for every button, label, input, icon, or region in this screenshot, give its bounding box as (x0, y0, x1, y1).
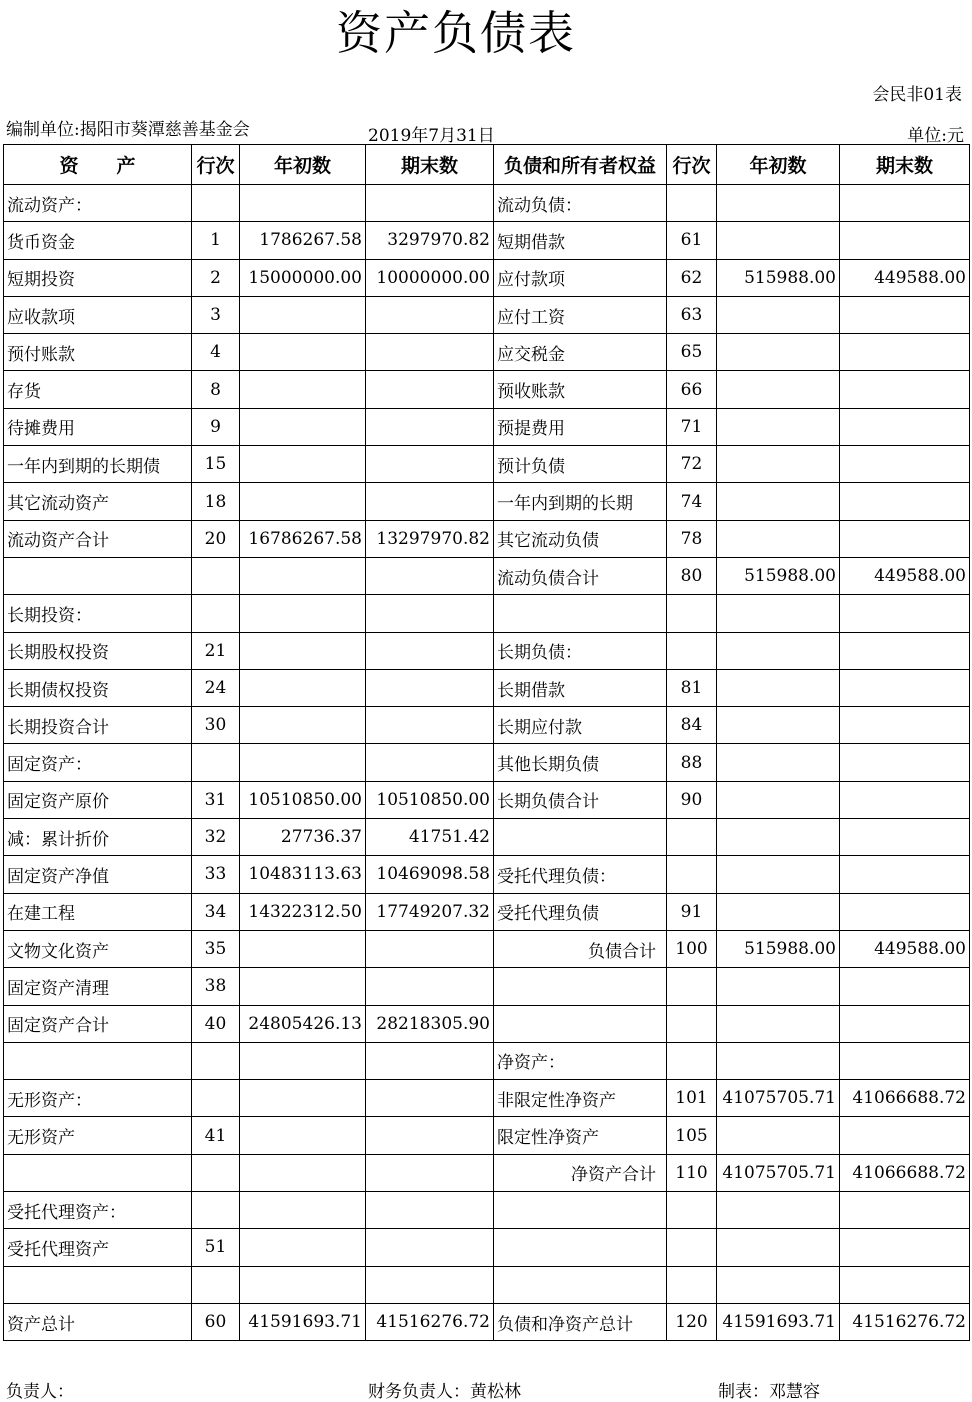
liability-line-no (667, 632, 717, 669)
liability-name: 受托代理负债： (494, 856, 667, 893)
table-row (4, 781, 970, 818)
asset-end-balance (366, 1266, 494, 1303)
asset-line-no (192, 1154, 240, 1191)
asset-name: 一年内到期的长期债 (4, 446, 192, 483)
asset-begin-balance: 10483113.63 (240, 856, 366, 893)
liability-end-balance (840, 296, 970, 333)
asset-end-balance (366, 334, 494, 371)
liability-name (494, 819, 667, 856)
liability-end-balance: 41066688.72 (840, 1080, 970, 1117)
liability-end-balance (840, 856, 970, 893)
liability-begin-balance (717, 222, 840, 259)
asset-line-no: 4 (192, 334, 240, 371)
liability-line-no: 66 (667, 371, 717, 408)
asset-line-no: 60 (192, 1303, 240, 1340)
asset-name (4, 557, 192, 594)
asset-begin-balance (240, 334, 366, 371)
asset-end-balance (366, 408, 494, 445)
liability-name (494, 1005, 667, 1042)
liability-end-balance: 449588.00 (840, 557, 970, 594)
asset-name: 货币资金 (4, 222, 192, 259)
table-row (4, 1192, 970, 1229)
column-header-asset-line-no: 行次 (192, 145, 240, 185)
liability-end-balance (840, 669, 970, 706)
liability-end-balance (840, 1005, 970, 1042)
liability-end-balance (840, 819, 970, 856)
liability-end-balance (840, 185, 970, 222)
asset-begin-balance (240, 930, 366, 967)
liability-name: 应付款项 (494, 259, 667, 296)
asset-end-balance (366, 968, 494, 1005)
asset-end-balance (366, 669, 494, 706)
liability-begin-balance (717, 669, 840, 706)
liability-name: 流动负债： (494, 185, 667, 222)
asset-end-balance: 41516276.72 (366, 1303, 494, 1340)
liability-name: 非限定性净资产 (494, 1080, 667, 1117)
liability-line-no (667, 819, 717, 856)
liability-begin-balance: 41075705.71 (717, 1080, 840, 1117)
table-row (4, 1117, 970, 1154)
table-row (4, 1080, 970, 1117)
asset-line-no: 34 (192, 893, 240, 930)
asset-name: 减：累计折价 (4, 819, 192, 856)
liability-name: 流动负债合计 (494, 557, 667, 594)
liability-name (494, 1192, 667, 1229)
liability-line-no: 72 (667, 446, 717, 483)
liability-begin-balance (717, 1192, 840, 1229)
asset-begin-balance (240, 1229, 366, 1266)
asset-name (4, 1154, 192, 1191)
asset-line-no (192, 1266, 240, 1303)
liability-end-balance (840, 707, 970, 744)
asset-end-balance (366, 595, 494, 632)
liability-begin-balance (717, 632, 840, 669)
footer-finance-officer: 财务负责人：黄松林 (368, 1382, 521, 1402)
asset-line-no (192, 557, 240, 594)
report-title: 资产负债表 (336, 6, 576, 60)
asset-line-no: 30 (192, 707, 240, 744)
liability-line-no: 88 (667, 744, 717, 781)
asset-name: 无形资产 (4, 1117, 192, 1154)
liability-begin-balance (717, 1005, 840, 1042)
liability-line-no (667, 1192, 717, 1229)
asset-line-no: 35 (192, 930, 240, 967)
asset-begin-balance (240, 632, 366, 669)
asset-name (4, 1042, 192, 1079)
asset-line-no: 41 (192, 1117, 240, 1154)
liability-name: 长期应付款 (494, 707, 667, 744)
asset-end-balance (366, 632, 494, 669)
liability-name: 负债和净资产总计 (494, 1303, 667, 1340)
asset-name: 长期投资合计 (4, 707, 192, 744)
liability-end-balance: 449588.00 (840, 930, 970, 967)
liability-name: 预计负债 (494, 446, 667, 483)
asset-end-balance (366, 557, 494, 594)
table-row (4, 707, 970, 744)
liability-line-no (667, 1005, 717, 1042)
liability-begin-balance (717, 893, 840, 930)
liability-begin-balance: 515988.00 (717, 930, 840, 967)
liability-end-balance (840, 1266, 970, 1303)
liability-begin-balance (717, 781, 840, 818)
asset-name: 流动资产合计 (4, 520, 192, 557)
asset-name: 预付账款 (4, 334, 192, 371)
asset-begin-balance (240, 707, 366, 744)
table-row (4, 1229, 970, 1266)
liability-line-no: 105 (667, 1117, 717, 1154)
asset-end-balance: 13297970.82 (366, 520, 494, 557)
asset-name: 固定资产净值 (4, 856, 192, 893)
liability-name (494, 595, 667, 632)
liability-line-no: 120 (667, 1303, 717, 1340)
liability-line-no: 81 (667, 669, 717, 706)
table-row (4, 296, 970, 333)
liability-line-no: 84 (667, 707, 717, 744)
asset-name: 固定资产原价 (4, 781, 192, 818)
asset-begin-balance (240, 1117, 366, 1154)
asset-begin-balance (240, 1042, 366, 1079)
liability-line-no (667, 1229, 717, 1266)
asset-line-no: 38 (192, 968, 240, 1005)
liability-end-balance: 41516276.72 (840, 1303, 970, 1340)
liability-name (494, 1266, 667, 1303)
asset-begin-balance (240, 595, 366, 632)
asset-end-balance (366, 1192, 494, 1229)
liability-begin-balance (717, 856, 840, 893)
asset-begin-balance (240, 968, 366, 1005)
asset-name: 存货 (4, 371, 192, 408)
liability-name: 净资产： (494, 1042, 667, 1079)
asset-name: 长期债权投资 (4, 669, 192, 706)
liability-end-balance (840, 408, 970, 445)
liability-name: 短期借款 (494, 222, 667, 259)
asset-end-balance: 10469098.58 (366, 856, 494, 893)
liability-line-no: 78 (667, 520, 717, 557)
liability-end-balance (840, 520, 970, 557)
asset-line-no: 21 (192, 632, 240, 669)
table-header-row (4, 145, 970, 185)
asset-end-balance (366, 1117, 494, 1154)
liability-name: 负债合计 (494, 930, 667, 967)
liability-name: 预提费用 (494, 408, 667, 445)
asset-name (4, 1266, 192, 1303)
liability-name: 其他长期负债 (494, 744, 667, 781)
asset-line-no: 15 (192, 446, 240, 483)
asset-line-no (192, 185, 240, 222)
asset-begin-balance (240, 296, 366, 333)
asset-begin-balance: 10510850.00 (240, 781, 366, 818)
asset-end-balance (366, 446, 494, 483)
asset-end-balance (366, 185, 494, 222)
asset-end-balance (366, 744, 494, 781)
asset-name: 短期投资 (4, 259, 192, 296)
asset-begin-balance (240, 1266, 366, 1303)
liability-end-balance (840, 334, 970, 371)
asset-begin-balance (240, 371, 366, 408)
liability-begin-balance (717, 707, 840, 744)
asset-line-no: 40 (192, 1005, 240, 1042)
liability-end-balance (840, 1042, 970, 1079)
table-row (4, 557, 970, 594)
liability-line-no: 90 (667, 781, 717, 818)
table-row (4, 595, 970, 632)
asset-begin-balance (240, 446, 366, 483)
asset-line-no (192, 1080, 240, 1117)
column-header-asset-end-balance: 期末数 (366, 145, 494, 185)
asset-name: 在建工程 (4, 893, 192, 930)
column-header-asset-begin-balance: 年初数 (240, 145, 366, 185)
organization-label: 编制单位:揭阳市葵潭慈善基金会 (6, 120, 250, 140)
liability-end-balance (840, 1192, 970, 1229)
asset-name: 资产总计 (4, 1303, 192, 1340)
table-row (4, 1042, 970, 1079)
asset-begin-balance: 27736.37 (240, 819, 366, 856)
liability-begin-balance (717, 968, 840, 1005)
liability-begin-balance (717, 1229, 840, 1266)
form-number: 会民非01表 (872, 85, 962, 105)
report-date: 2019年7月31日 (368, 126, 495, 146)
asset-end-balance (366, 707, 494, 744)
asset-line-no: 24 (192, 669, 240, 706)
asset-begin-balance (240, 483, 366, 520)
liability-line-no: 71 (667, 408, 717, 445)
liability-line-no: 101 (667, 1080, 717, 1117)
asset-end-balance (366, 1080, 494, 1117)
liability-end-balance (840, 1229, 970, 1266)
table-row (4, 334, 970, 371)
asset-name: 待摊费用 (4, 408, 192, 445)
liability-end-balance (840, 446, 970, 483)
table-row (4, 1303, 970, 1340)
liability-end-balance (840, 222, 970, 259)
liability-line-no: 91 (667, 893, 717, 930)
liability-begin-balance (717, 744, 840, 781)
asset-line-no (192, 595, 240, 632)
table-row (4, 893, 970, 930)
asset-begin-balance (240, 185, 366, 222)
column-header-asset-name: 资 产 (4, 145, 192, 185)
asset-begin-balance: 16786267.58 (240, 520, 366, 557)
asset-line-no: 3 (192, 296, 240, 333)
liability-line-no (667, 185, 717, 222)
table-row (4, 1266, 970, 1303)
asset-name: 长期投资： (4, 595, 192, 632)
asset-line-no: 18 (192, 483, 240, 520)
liability-line-no: 62 (667, 259, 717, 296)
currency-unit: 单位:元 (907, 126, 964, 146)
asset-name: 固定资产合计 (4, 1005, 192, 1042)
asset-name: 受托代理资产 (4, 1229, 192, 1266)
liability-name: 长期借款 (494, 669, 667, 706)
asset-end-balance (366, 371, 494, 408)
liability-begin-balance: 41075705.71 (717, 1154, 840, 1191)
asset-end-balance: 28218305.90 (366, 1005, 494, 1042)
liability-end-balance (840, 744, 970, 781)
liability-name: 限定性净资产 (494, 1117, 667, 1154)
footer-preparer: 制表：邓慧容 (718, 1382, 820, 1402)
liability-end-balance (840, 483, 970, 520)
liability-end-balance (840, 781, 970, 818)
liability-begin-balance (717, 1266, 840, 1303)
asset-line-no (192, 744, 240, 781)
asset-name: 文物文化资产 (4, 930, 192, 967)
asset-end-balance: 3297970.82 (366, 222, 494, 259)
asset-name: 固定资产清理 (4, 968, 192, 1005)
asset-line-no: 33 (192, 856, 240, 893)
asset-begin-balance: 1786267.58 (240, 222, 366, 259)
liability-begin-balance (717, 520, 840, 557)
asset-line-no (192, 1192, 240, 1229)
liability-name: 长期负债： (494, 632, 667, 669)
asset-name: 受托代理资产： (4, 1192, 192, 1229)
liability-line-no: 63 (667, 296, 717, 333)
table-row (4, 856, 970, 893)
liability-line-no (667, 1266, 717, 1303)
column-header-liability-name: 负债和所有者权益 (494, 145, 667, 185)
liability-name: 一年内到期的长期 (494, 483, 667, 520)
liability-end-balance (840, 595, 970, 632)
table-row (4, 1005, 970, 1042)
liability-name (494, 968, 667, 1005)
asset-line-no: 31 (192, 781, 240, 818)
asset-begin-balance: 24805426.13 (240, 1005, 366, 1042)
liability-name: 受托代理负债 (494, 893, 667, 930)
asset-line-no: 2 (192, 259, 240, 296)
column-header-liability-line-no: 行次 (667, 145, 717, 185)
asset-end-balance (366, 1229, 494, 1266)
table-row (4, 669, 970, 706)
liability-name: 净资产合计 (494, 1154, 667, 1191)
asset-line-no: 8 (192, 371, 240, 408)
liability-begin-balance: 515988.00 (717, 259, 840, 296)
liability-end-balance (840, 371, 970, 408)
table-row (4, 446, 970, 483)
liability-name: 预收账款 (494, 371, 667, 408)
asset-end-balance (366, 1154, 494, 1191)
liability-begin-balance (717, 296, 840, 333)
asset-name: 固定资产： (4, 744, 192, 781)
liability-name: 其它流动负债 (494, 520, 667, 557)
liability-end-balance: 41066688.72 (840, 1154, 970, 1191)
liability-line-no: 74 (667, 483, 717, 520)
asset-begin-balance (240, 408, 366, 445)
liability-name: 应付工资 (494, 296, 667, 333)
liability-begin-balance (717, 1042, 840, 1079)
liability-begin-balance: 515988.00 (717, 557, 840, 594)
liability-line-no: 110 (667, 1154, 717, 1191)
column-header-liability-end-balance: 期末数 (840, 145, 970, 185)
table-row (4, 819, 970, 856)
liability-begin-balance (717, 446, 840, 483)
asset-line-no: 32 (192, 819, 240, 856)
asset-line-no: 20 (192, 520, 240, 557)
asset-begin-balance (240, 669, 366, 706)
table-row (4, 520, 970, 557)
asset-name: 其它流动资产 (4, 483, 192, 520)
asset-line-no: 51 (192, 1229, 240, 1266)
table-row (4, 968, 970, 1005)
table-row (4, 1154, 970, 1191)
asset-begin-balance (240, 1080, 366, 1117)
asset-begin-balance: 14322312.50 (240, 893, 366, 930)
liability-begin-balance (717, 334, 840, 371)
table-row (4, 483, 970, 520)
table-row (4, 259, 970, 296)
table-row (4, 185, 970, 222)
table-row (4, 632, 970, 669)
liability-line-no (667, 595, 717, 632)
asset-begin-balance (240, 744, 366, 781)
asset-end-balance: 17749207.32 (366, 893, 494, 930)
liability-begin-balance: 41591693.71 (717, 1303, 840, 1340)
asset-end-balance: 41751.42 (366, 819, 494, 856)
footer-manager: 负责人： (6, 1382, 74, 1402)
liability-end-balance: 449588.00 (840, 259, 970, 296)
asset-name: 无形资产： (4, 1080, 192, 1117)
asset-begin-balance (240, 557, 366, 594)
liability-line-no: 100 (667, 930, 717, 967)
table-row (4, 408, 970, 445)
table-row (4, 222, 970, 259)
column-header-liability-begin-balance: 年初数 (717, 145, 840, 185)
asset-end-balance (366, 930, 494, 967)
asset-end-balance (366, 1042, 494, 1079)
asset-end-balance (366, 296, 494, 333)
liability-begin-balance (717, 1117, 840, 1154)
asset-end-balance: 10510850.00 (366, 781, 494, 818)
asset-name: 长期股权投资 (4, 632, 192, 669)
liability-name (494, 1229, 667, 1266)
asset-line-no: 1 (192, 222, 240, 259)
asset-begin-balance (240, 1192, 366, 1229)
table-row (4, 930, 970, 967)
liability-end-balance (840, 1117, 970, 1154)
liability-end-balance (840, 968, 970, 1005)
asset-begin-balance: 15000000.00 (240, 259, 366, 296)
asset-end-balance (366, 483, 494, 520)
liability-line-no: 61 (667, 222, 717, 259)
liability-begin-balance (717, 371, 840, 408)
liability-line-no: 80 (667, 557, 717, 594)
liability-end-balance (840, 893, 970, 930)
table-row (4, 744, 970, 781)
asset-line-no: 9 (192, 408, 240, 445)
liability-end-balance (840, 632, 970, 669)
liability-begin-balance (717, 595, 840, 632)
liability-name: 长期负债合计 (494, 781, 667, 818)
balance-sheet-table (3, 144, 970, 1341)
liability-line-no: 65 (667, 334, 717, 371)
asset-line-no (192, 1042, 240, 1079)
asset-end-balance: 10000000.00 (366, 259, 494, 296)
liability-begin-balance (717, 408, 840, 445)
asset-name: 应收款项 (4, 296, 192, 333)
liability-begin-balance (717, 483, 840, 520)
asset-begin-balance (240, 1154, 366, 1191)
liability-line-no (667, 968, 717, 1005)
liability-line-no (667, 1042, 717, 1079)
liability-line-no (667, 856, 717, 893)
asset-begin-balance: 41591693.71 (240, 1303, 366, 1340)
liability-begin-balance (717, 819, 840, 856)
liability-name: 应交税金 (494, 334, 667, 371)
asset-name: 流动资产： (4, 185, 192, 222)
liability-begin-balance (717, 185, 840, 222)
table-row (4, 371, 970, 408)
